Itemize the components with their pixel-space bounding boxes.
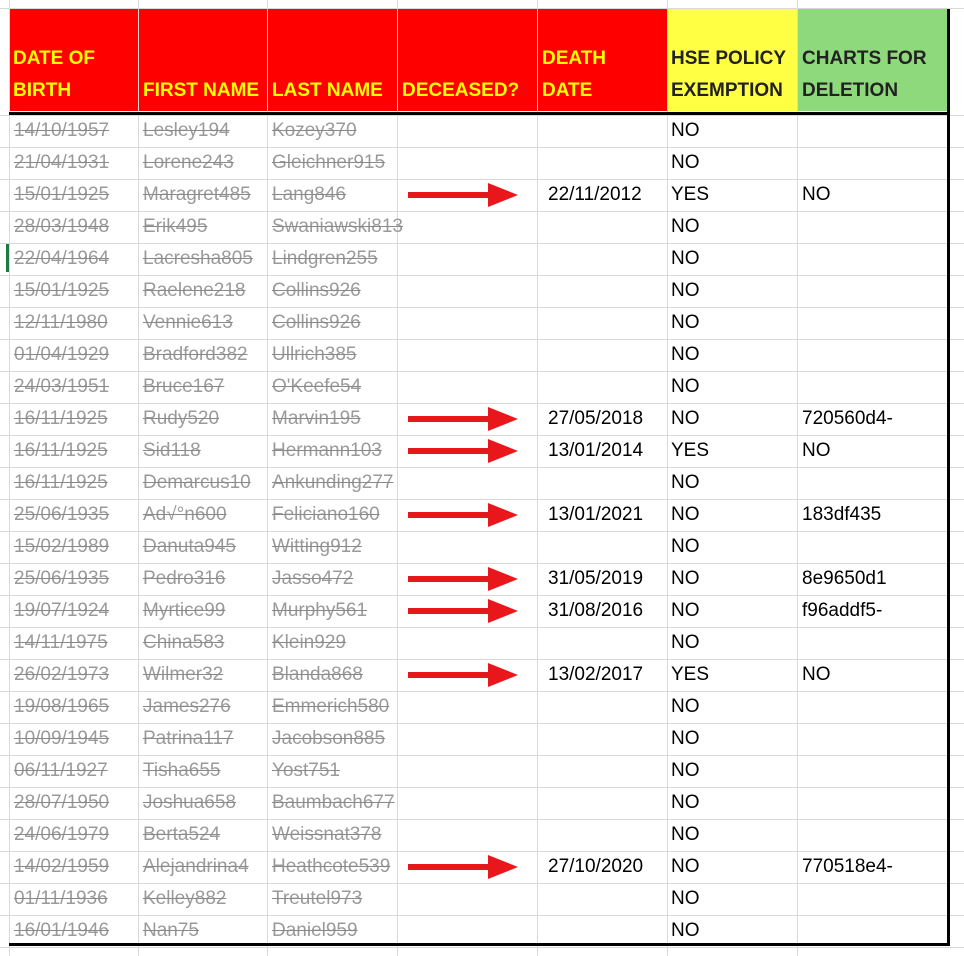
cell-dob[interactable]: 19/07/1924	[14, 600, 110, 621]
red-arrow-icon	[408, 503, 518, 527]
cell-dob[interactable]: 25/06/1935	[14, 504, 110, 525]
cell-hse[interactable]: NO	[671, 888, 700, 909]
cell-dob[interactable]: 22/04/1964	[14, 248, 110, 269]
cell-last[interactable]: Collins926	[272, 312, 361, 333]
cell-hse[interactable]: NO	[671, 568, 700, 589]
cell-dob[interactable]: 24/03/1951	[14, 376, 110, 397]
cell-last[interactable]: Kozey370	[272, 120, 357, 141]
red-arrow-icon	[408, 183, 518, 207]
cell-death[interactable]: 31/08/2016	[548, 600, 644, 621]
cell-first[interactable]: Lacresha805	[143, 248, 253, 269]
cell-last[interactable]: Baumbach677	[272, 792, 395, 813]
cell-charts[interactable]: 8e9650d1	[802, 568, 887, 589]
cell-hse[interactable]: NO	[671, 344, 700, 365]
cell-hse[interactable]: NO	[671, 536, 700, 557]
cell-dob[interactable]: 06/11/1927	[14, 760, 108, 781]
cell-dob[interactable]: 16/01/1946	[14, 920, 110, 941]
cell-first[interactable]: Tisha655	[143, 760, 221, 781]
cell-last[interactable]: Jacobson885	[272, 728, 386, 749]
cell-death[interactable]: 27/05/2018	[548, 408, 644, 429]
row-selection-marker	[6, 244, 9, 272]
cell-dob[interactable]: 16/11/1925	[14, 472, 108, 493]
cell-hse[interactable]: NO	[671, 632, 700, 653]
header-last-name[interactable]: LAST NAME	[272, 80, 383, 101]
cell-death[interactable]: 13/01/2014	[548, 440, 644, 461]
cell-last[interactable]: Marvin195	[272, 408, 361, 429]
cell-dob[interactable]: 01/04/1929	[14, 344, 110, 365]
cell-first[interactable]: Lorene243	[143, 152, 234, 173]
cell-hse[interactable]: NO	[671, 760, 700, 781]
cell-last[interactable]: O'Keefe54	[272, 376, 362, 397]
cell-first[interactable]: Danuta945	[143, 536, 236, 557]
cell-dob[interactable]: 01/11/1936	[14, 888, 108, 909]
cell-last[interactable]: Klein929	[272, 632, 346, 653]
cell-first[interactable]: Raelene218	[143, 280, 246, 301]
table-right-border	[947, 9, 950, 946]
cell-dob[interactable]: 15/01/1925	[14, 280, 110, 301]
cell-first[interactable]: Berta524	[143, 824, 221, 845]
cell-dob[interactable]: 16/11/1925	[14, 440, 108, 461]
cell-hse[interactable]: NO	[671, 376, 700, 397]
cell-dob[interactable]: 26/02/1973	[14, 664, 110, 685]
cell-dob[interactable]: 24/06/1979	[14, 824, 110, 845]
cell-dob[interactable]: 19/08/1965	[14, 696, 110, 717]
cell-first[interactable]: Patrina117	[143, 728, 234, 749]
cell-hse[interactable]: NO	[671, 920, 700, 941]
cell-last[interactable]: Daniel959	[272, 920, 358, 941]
cell-last[interactable]: Swaniawski813	[272, 216, 403, 237]
cell-first[interactable]: Bradford382	[143, 344, 248, 365]
cell-dob[interactable]: 15/01/1925	[14, 184, 110, 205]
header-first-name[interactable]: FIRST NAME	[143, 80, 260, 101]
header-bottom-border	[9, 112, 950, 115]
cell-first[interactable]: Sid118	[143, 440, 201, 461]
cell-hse[interactable]: NO	[671, 408, 700, 429]
cell-dob[interactable]: 12/11/1980	[14, 312, 108, 333]
cell-first[interactable]: James276	[143, 696, 231, 717]
cell-dob[interactable]: 28/03/1948	[14, 216, 110, 237]
cell-dob[interactable]: 14/10/1957	[14, 120, 110, 141]
cell-last[interactable]: Lindgren255	[272, 248, 378, 269]
header-deceased[interactable]: DECEASED?	[402, 80, 520, 101]
header-death-date[interactable]: DEATH DATE	[542, 48, 607, 101]
cell-dob[interactable]: 10/09/1945	[14, 728, 110, 749]
cell-first[interactable]: Bruce167	[143, 376, 225, 397]
cell-dob[interactable]: 28/07/1950	[14, 792, 110, 813]
cell-last[interactable]: Heathcote539	[272, 856, 391, 877]
cell-hse[interactable]: NO	[671, 312, 700, 333]
cell-hse[interactable]: NO	[671, 856, 700, 877]
cell-last[interactable]: Yost751	[272, 760, 340, 781]
cell-hse[interactable]: NO	[671, 472, 700, 493]
cell-last[interactable]: Treutel973	[272, 888, 363, 909]
cell-charts[interactable]: NO	[802, 184, 831, 205]
cell-death[interactable]: 13/01/2021	[548, 504, 644, 525]
cell-first[interactable]: Erik495	[143, 216, 208, 237]
cell-last[interactable]: Ankunding277	[272, 472, 394, 493]
cell-first[interactable]: Nan75	[143, 920, 199, 941]
cell-last[interactable]: Ullrich385	[272, 344, 357, 365]
cell-hse[interactable]: NO	[671, 248, 700, 269]
cell-charts[interactable]: 720560d4-	[802, 408, 893, 429]
cell-last[interactable]: Blanda868	[272, 664, 363, 685]
cell-charts[interactable]: 183df435	[802, 504, 882, 525]
cell-hse[interactable]: NO	[671, 216, 700, 237]
cell-first[interactable]: Ad√°n600	[143, 504, 227, 525]
cell-hse[interactable]: YES	[671, 184, 710, 205]
cell-death[interactable]: 13/02/2017	[548, 664, 644, 685]
header-hse-policy-exemption[interactable]: HSE POLICY EXEMPTION	[671, 48, 787, 101]
cell-death[interactable]: 22/11/2012	[548, 184, 642, 205]
cell-last[interactable]: Gleichner915	[272, 152, 386, 173]
cell-first[interactable]: Maragret485	[143, 184, 251, 205]
cell-hse[interactable]: NO	[671, 504, 700, 525]
cell-first[interactable]: Pedro316	[143, 568, 226, 589]
red-arrow-icon	[408, 567, 518, 591]
cell-first[interactable]: Myrtice99	[143, 600, 226, 621]
red-arrow-icon	[408, 663, 518, 687]
cell-last[interactable]: Lang846	[272, 184, 346, 205]
header-charts-for-deletion[interactable]: CHARTS FOR DELETION	[802, 48, 927, 101]
cell-dob[interactable]: 14/02/1959	[14, 856, 110, 877]
cell-dob[interactable]: 15/02/1989	[14, 536, 110, 557]
cell-hse[interactable]: YES	[671, 664, 710, 685]
cell-hse[interactable]: NO	[671, 824, 700, 845]
cell-charts[interactable]: f96addf5-	[802, 600, 883, 621]
cell-first[interactable]: Vennie613	[143, 312, 233, 333]
cell-first[interactable]: Wilmer32	[143, 664, 224, 685]
red-arrow-icon	[408, 407, 518, 431]
cell-last[interactable]: Murphy561	[272, 600, 368, 621]
cell-dob[interactable]: 21/04/1931	[14, 152, 110, 173]
cell-hse[interactable]: NO	[671, 152, 700, 173]
red-arrow-icon	[408, 439, 518, 463]
table-bottom-border	[9, 943, 950, 946]
cell-last[interactable]: Witting912	[272, 536, 362, 557]
red-arrow-icon	[408, 855, 518, 879]
cell-first[interactable]: Kelley882	[143, 888, 227, 909]
cell-first[interactable]: Lesley194	[143, 120, 230, 141]
cell-dob[interactable]: 16/11/1925	[14, 408, 108, 429]
cell-hse[interactable]: YES	[671, 440, 710, 461]
cell-hse[interactable]: NO	[671, 696, 700, 717]
cell-death[interactable]: 31/05/2019	[548, 568, 644, 589]
cell-hse[interactable]: NO	[671, 120, 700, 141]
cell-hse[interactable]: NO	[671, 280, 700, 301]
cell-charts[interactable]: NO	[802, 664, 831, 685]
cell-dob[interactable]: 25/06/1935	[14, 568, 110, 589]
cell-first[interactable]: China583	[143, 632, 225, 653]
header-date-of-birth[interactable]: DATE OF BIRTH	[13, 48, 95, 101]
cell-death[interactable]: 27/10/2020	[548, 856, 644, 877]
cell-last[interactable]: Jasso472	[272, 568, 354, 589]
cell-hse[interactable]: NO	[671, 728, 700, 749]
cell-last[interactable]: Hermann103	[272, 440, 382, 461]
red-arrow-icon	[408, 599, 518, 623]
cell-last[interactable]: Weissnat378	[272, 824, 382, 845]
cell-hse[interactable]: NO	[671, 792, 700, 813]
cell-last[interactable]: Feliciano160	[272, 504, 380, 525]
cell-hse[interactable]: NO	[671, 600, 700, 621]
cell-charts[interactable]: 770518e4-	[802, 856, 893, 877]
cell-dob[interactable]: 14/11/1975	[14, 632, 108, 653]
cell-first[interactable]: Demarcus10	[143, 472, 251, 493]
cell-charts[interactable]: NO	[802, 440, 831, 461]
cell-first[interactable]: Joshua658	[143, 792, 236, 813]
cell-first[interactable]: Alejandrina4	[143, 856, 249, 877]
cell-last[interactable]: Collins926	[272, 280, 361, 301]
cell-first[interactable]: Rudy520	[143, 408, 220, 429]
cell-last[interactable]: Emmerich580	[272, 696, 390, 717]
